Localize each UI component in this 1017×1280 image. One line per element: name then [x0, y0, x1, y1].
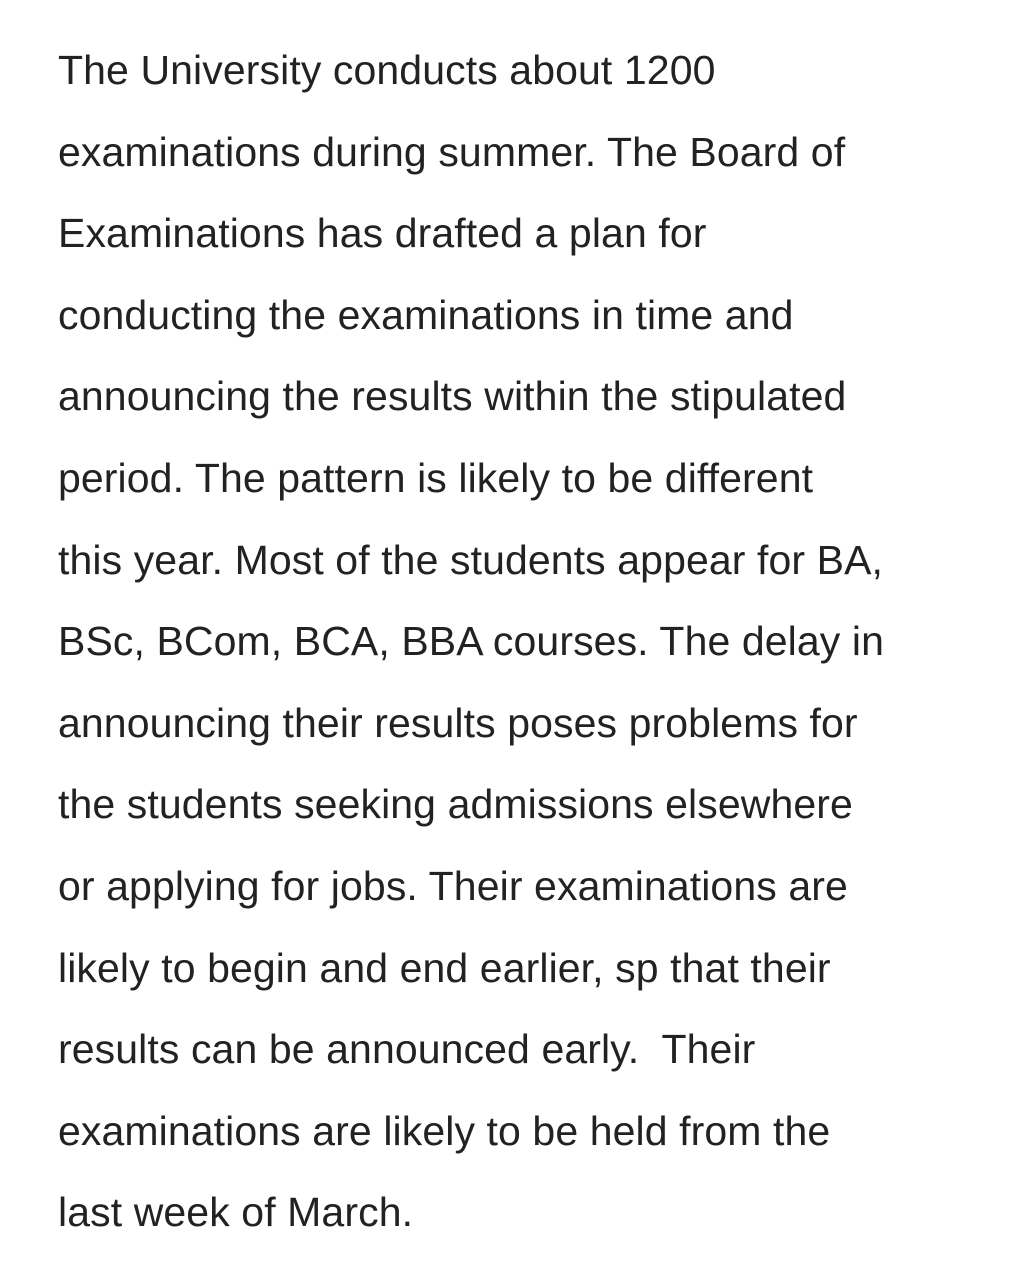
passage-text — [58, 40, 998, 1264]
passage-line: announcing their results poses problems for — [58, 699, 858, 746]
passage-line: announcing the results within the stipulated — [58, 373, 847, 420]
passage-line: The University conducts about 1200 — [58, 47, 716, 93]
passage-line: results can be announced early. Their — [58, 1026, 756, 1073]
passage-line: this year. Most of the students appear for BA, — [58, 536, 884, 583]
passage-line: examinations during summer. The Board of — [58, 128, 846, 175]
passage-line: last week of March. — [58, 1189, 414, 1236]
passage-line: the students seeking admissions elsewhere — [58, 781, 853, 828]
passage-line: period. The pattern is likely to be different — [58, 454, 814, 501]
passage-line: or applying for jobs. Their examinations are — [58, 862, 848, 909]
passage-line: Examinations has drafted a plan for — [58, 210, 707, 257]
passage-line: likely to begin and end earlier, sp that their — [58, 944, 831, 991]
passage-line: BSc, BCom, BCA, BBA courses. The delay in — [58, 618, 884, 665]
passage-line: examinations are likely to be held from the — [58, 1107, 831, 1154]
passage-line: conducting the examinations in time and — [58, 291, 794, 338]
